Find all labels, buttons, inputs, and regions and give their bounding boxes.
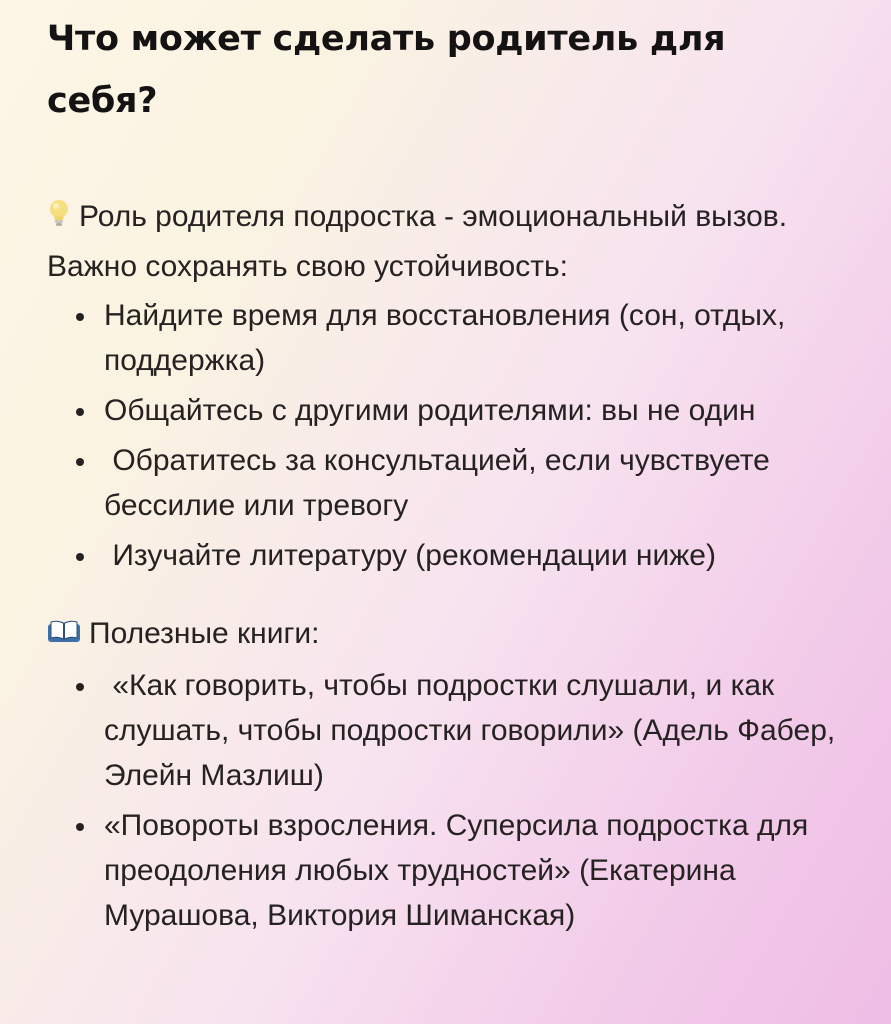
list-item — [47, 293, 867, 383]
bullet-icon — [76, 313, 84, 321]
list-item — [47, 388, 867, 433]
bullet-icon — [76, 823, 84, 831]
bullet-icon — [76, 458, 84, 466]
list-item-text: «Как говорить, чтобы подростки слушали, и как слушать, чтобы подростки говорили» (Адель Фабер, Элейн Мазлиш) — [104, 669, 844, 792]
list-item — [47, 533, 867, 578]
list-item — [47, 438, 867, 528]
list-item — [47, 663, 867, 798]
books-intro-text: Полезные книги: — [89, 617, 320, 650]
bullet-icon — [76, 683, 84, 691]
open-book-icon — [47, 612, 81, 660]
self-care-section — [47, 193, 867, 583]
books-intro — [47, 610, 867, 660]
self-care-intro-text: Роль родителя подростка - эмоциональный вызов. Важно сохранять свою устойчивость: — [47, 200, 788, 283]
self-care-intro — [47, 193, 867, 291]
light-bulb-icon — [47, 195, 71, 243]
books-list — [47, 663, 867, 938]
books-section — [47, 610, 867, 943]
list-item-text: Общайтесь с другими родителями: вы не один — [104, 394, 756, 427]
list-item-text: Найдите время для восстановления (сон, отдых, поддержка) — [104, 299, 786, 377]
list-item-text: Изучайте литературу (рекомендации ниже) — [104, 539, 716, 572]
page-title: Что может сделать родитель для себя? — [47, 19, 726, 121]
bullet-icon — [76, 553, 84, 561]
self-care-list — [47, 293, 867, 578]
list-item-text: «Повороты взросления. Суперсила подростка для преодоления любых трудностей» (Екатерина Мурашова, Виктория Шиманская) — [104, 809, 809, 932]
list-item — [47, 803, 867, 938]
bullet-icon — [76, 408, 84, 416]
list-item-text: Обратитесь за консультацией, если чувствуете бессилие или тревогу — [104, 444, 779, 522]
